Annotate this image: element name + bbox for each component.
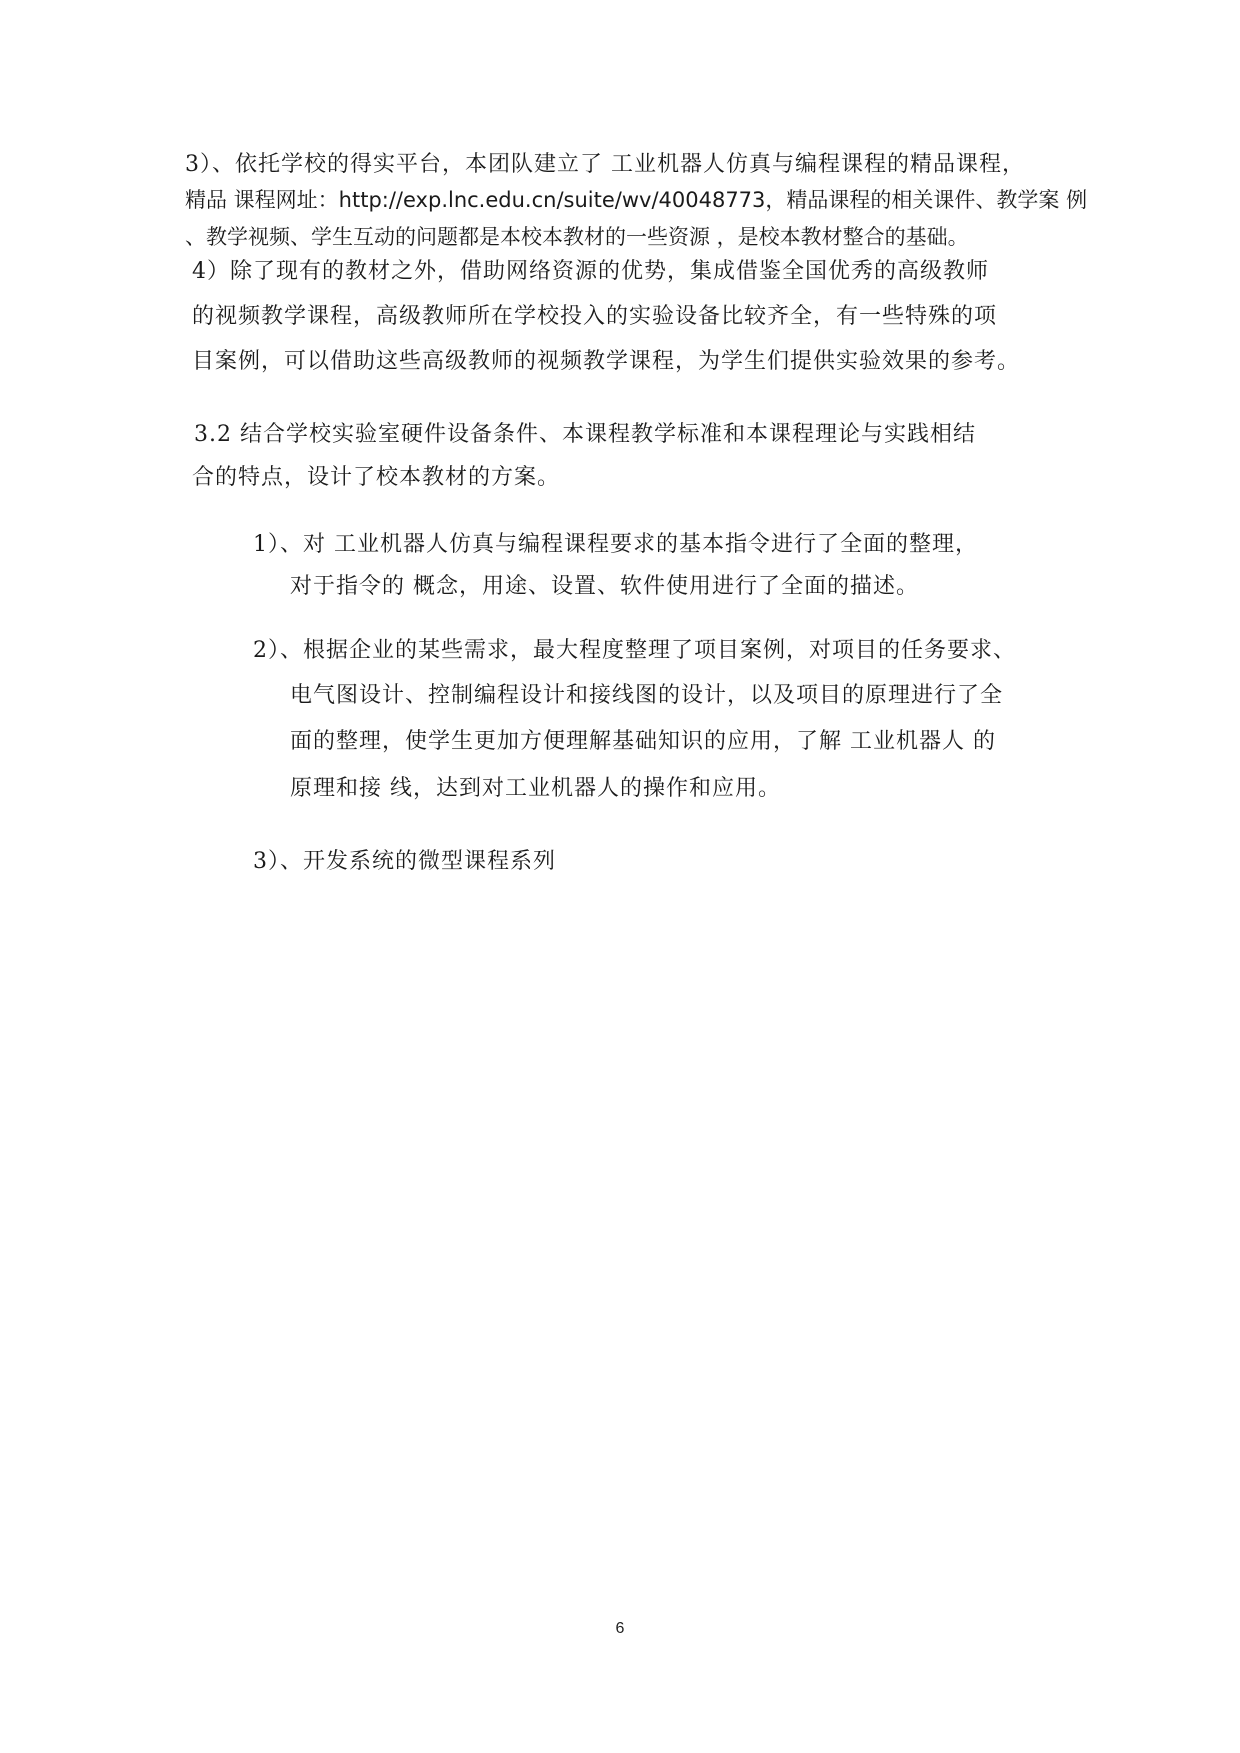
list-item-3-line-1: 3）、开发系统的微型课程系列 — [253, 849, 556, 874]
list-item-2-line-2: 电气图设计、控制编程设计和接线图的设计，以及项目的原理进行了全 — [290, 683, 1004, 708]
paragraph-4-line-3: 目案例，可以借助这些高级教师的视频教学课程，为学生们提供实验效果的参考。 — [192, 349, 1021, 374]
list-item-2-line-3: 面的整理，使学生更加方便理解基础知识的应用，了解 工业机器人 的 — [290, 729, 996, 754]
paragraph-3-line-1: 3）、依托学校的得实平台，本团队建立了 工业机器人仿真与编程课程的精品课程， — [185, 152, 1025, 177]
page-number: 6 — [615, 1620, 625, 1637]
list-item-1-line-2: 对于指令的 概念，用途、设置、软件使用进行了全面的描述。 — [290, 574, 919, 599]
section-3-2-heading-line-1: 3.2 结合学校实验室硬件设备条件、本课程教学标准和本课程理论与实践相结 — [194, 422, 976, 447]
paragraph-4-line-2: 的视频教学课程，高级教师所在学校投入的实验设备比较齐全，有一些特殊的项 — [192, 304, 998, 329]
section-3-2-heading-line-2: 合的特点，设计了校本教材的方案。 — [192, 465, 561, 490]
paragraph-4-line-1: 4）除了现有的教材之外，借助网络资源的优势，集成借鉴全国优秀的高级教师 — [192, 259, 989, 284]
list-item-2-line-1: 2）、根据企业的某些需求，最大程度整理了项目案例，对项目的任务要求、 — [253, 638, 1016, 663]
paragraph-3-line-2: 精品 课程网址：http://exp.lnc.edu.cn/suite/wv/40048773，精品课程的相关课件、教学案 例 — [185, 188, 1088, 212]
list-item-1-line-1: 1）、对 工业机器人仿真与编程课程要求的基本指令进行了全面的整理， — [253, 532, 978, 557]
list-item-2-line-4: 原理和接 线，达到对工业机器人的操作和应用。 — [290, 776, 781, 801]
paragraph-3-line-3: 、教学视频、学生互动的问题都是本校本教材的一些资源 ，是校本教材整合的基础。 — [185, 225, 969, 249]
